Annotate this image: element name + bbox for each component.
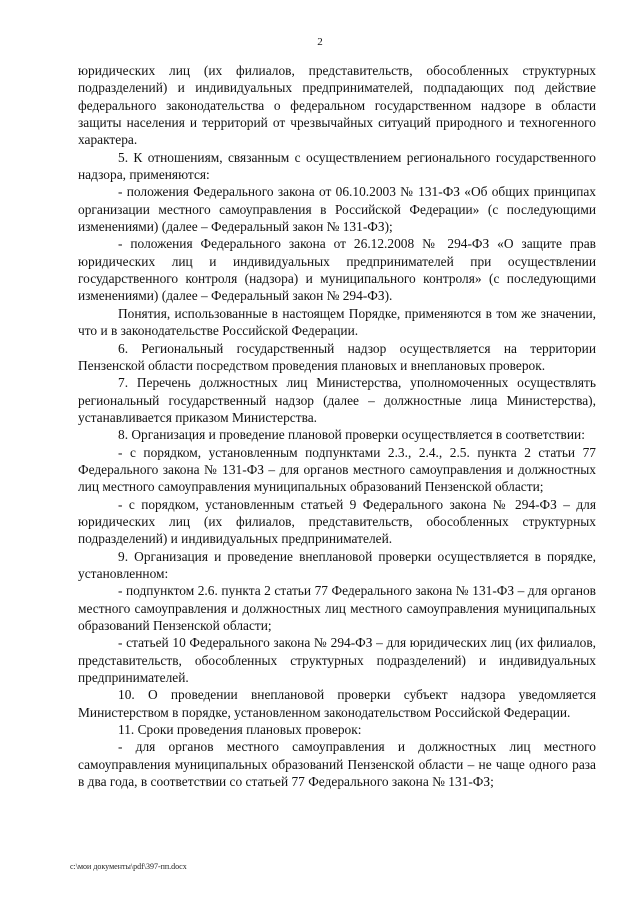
paragraph-item-6: 6. Региональный государственный надзор осуществляется на территории Пензенской области посредством проведения плановых и внеплановых проверок. [78, 340, 596, 373]
paragraph-item-9-bullet-2: - статьей 10 Федерального закона № 294-ФЗ – для юридических лиц (их филиалов, представительств, обособленных структурных подразделений) и индивидуальных предпринимателей. [78, 635, 596, 686]
paragraph-item-8-bullet-1: - с порядком, установленным подпунктами 2.3., 2.4., 2.5. пункта 2 статьи 77 Федерального закона № 131-ФЗ – для органов местного самоуправления и должностных лиц местного самоуправления муниципальных образований Пензенской области; [78, 444, 596, 495]
paragraph-item-7: 7. Перечень должностных лиц Министерства, уполномоченных осуществлять региональный государственный надзор (далее – должностные лица Министерства), устанавливается приказом Министерства. [78, 375, 596, 425]
paragraph-item-11-bullet-1: - для органов местного самоуправления и должностных лиц местного самоуправления муниципальных образований Пензенской области – не чаще одного раза в два года, в соответствии со статьей 77 Федерального закона № 131-ФЗ; [78, 739, 596, 790]
paragraph-definitions: Понятия, использованные в настоящем Порядке, применяются в том же значении, что и в законодательстве Российской Федерации. [78, 305, 596, 339]
page-number: 2 [317, 36, 323, 48]
paragraph-item-9-bullet-1: - подпунктом 2.6. пункта 2 статьи 77 Федерального закона № 131-ФЗ – для органов местного самоуправления и должностных лиц местного самоуправления муниципальных образований Пензенской области; [78, 583, 596, 633]
paragraph-continuation: юридических лиц (их филиалов, представительств, обособленных структурных подразделений) и индивидуальных предпринимателей, подпадающих под действие федерального законодательства о федеральном государственном надзоре в области защиты населения и территорий от чрезвычайных ситуаций природного и техногенного характера. [78, 63, 596, 148]
paragraph-item-8: 8. Организация и проведение плановой проверки осуществляется в соответствии: [118, 427, 585, 443]
paragraph-item-8-bullet-2: - с порядком, установленным статьей 9 Федерального закона № 294-ФЗ – для юридических лиц (их филиалов, представительств, обособленных структурных подразделений) и индивидуальных предпринимателей. [78, 496, 596, 547]
paragraph-bullet-131fz: - положения Федерального закона от 06.10.2003 № 131-ФЗ «Об общих принципах организации местного самоуправления в Российской Федерации» (с последующими изменениями) (далее – Федеральный закон № 131-ФЗ); [78, 184, 596, 235]
document-body [78, 62, 596, 790]
paragraph-item-10: 10. О проведении внеплановой проверки субъект надзора уведомляется Министерством в порядке, установленном законодательством Российской Федерации. [78, 687, 596, 720]
paragraph-item-11: 11. Сроки проведения плановых проверок: [118, 722, 362, 738]
paragraph-item-9: 9. Организация и проведение внеплановой проверки осуществляется в порядке, установленном: [78, 548, 596, 581]
paragraph-bullet-294fz: - положения Федерального закона от 26.12.2008 № 294-ФЗ «О защите прав юридических лиц и индивидуальных предпринимателей при осуществлении государственного контроля (надзора) и муниципального контроля» (с последующими изменениями) (далее – Федеральный закон № 294-ФЗ). [78, 236, 596, 304]
paragraph-item-5: 5. К отношениям, связанным с осуществлением регионального государственного надзора, применяются: [78, 149, 596, 183]
footer-file-path: c:\мои документы\pdf\397-пп.docx [70, 862, 187, 871]
